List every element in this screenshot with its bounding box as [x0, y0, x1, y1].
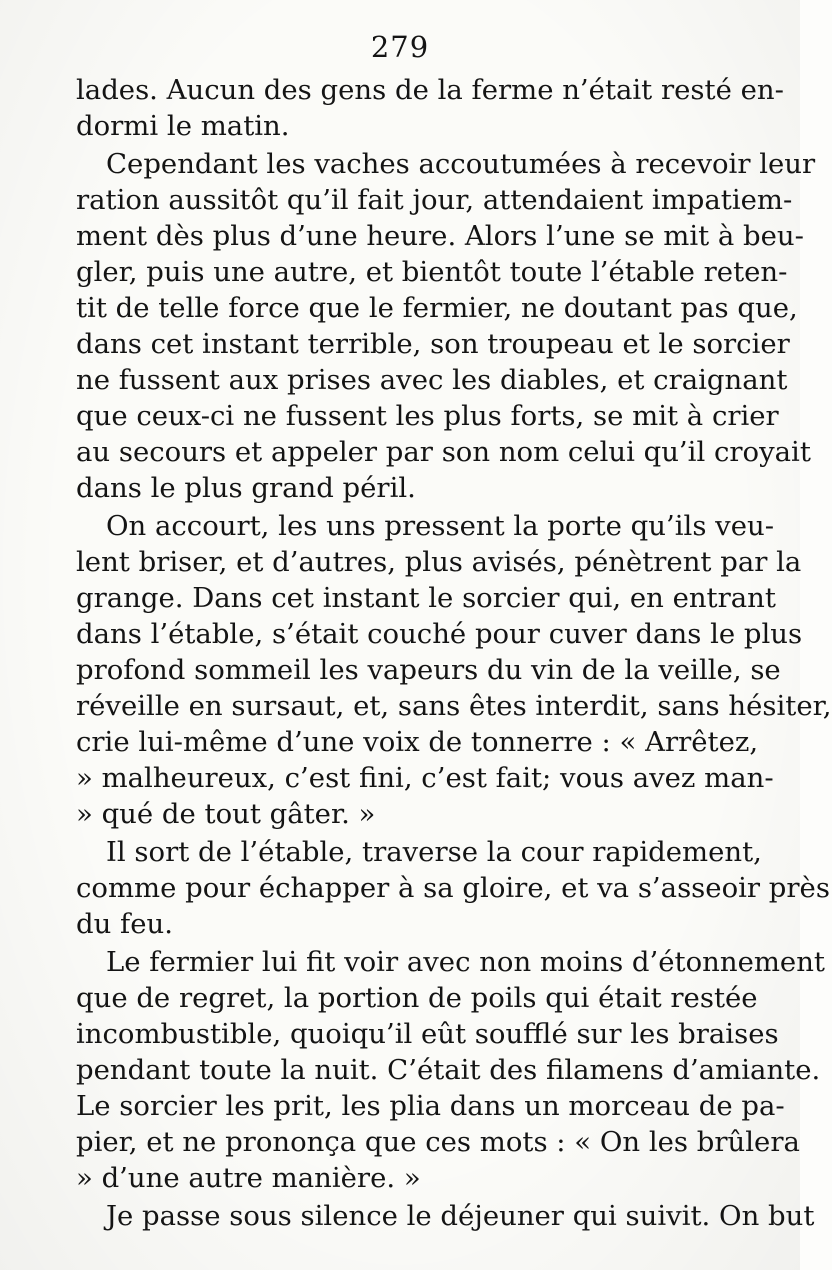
page-number: 279	[370, 30, 430, 64]
text-line: dans l’étable, s’était couché pour cuver dans le plus	[76, 618, 803, 650]
text-line: pier, et ne prononça que ces mots : « On les brûlera	[76, 1126, 800, 1158]
text-line: incombustible, quoiqu’il eût soufflé sur les braises	[76, 1018, 779, 1050]
text-line: crie lui-même d’une voix de tonnerre : « Arrêtez,	[76, 726, 759, 758]
text-line: comme pour échapper à sa gloire, et va s’asseoir près	[76, 872, 830, 904]
text-line: dormi le matin.	[76, 110, 290, 142]
text-line: Cependant les vaches accoutumées à recevoir leur	[106, 148, 816, 180]
text-line: On accourt, les uns pressent la porte qu’ils veu-	[106, 510, 774, 542]
text-line: réveille en sursaut, et, sans êtes interdit, sans hésiter,	[76, 690, 832, 722]
text-line: Il sort de l’étable, traverse la cour rapidement,	[106, 836, 762, 868]
text-line: ne fussent aux prises avec les diables, et craignant	[76, 364, 788, 396]
text-line: lent briser, et d’autres, plus avisés, pénètrent par la	[76, 546, 802, 578]
text-line: dans cet instant terrible, son troupeau et le sorcier	[76, 328, 790, 360]
text-line: Je passe sous silence le déjeuner qui suivit. On but	[106, 1200, 815, 1232]
text-line: tit de telle force que le fermier, ne doutant pas que,	[76, 292, 798, 324]
text-line: lades. Aucun des gens de la ferme n’était resté en-	[76, 74, 784, 106]
text-line: dans le plus grand péril.	[76, 472, 416, 504]
text-line: » d’une autre manière. »	[76, 1162, 421, 1194]
text-line: que de regret, la portion de poils qui était restée	[76, 982, 758, 1014]
text-line: ment dès plus d’une heure. Alors l’une se mit à beu-	[76, 220, 804, 252]
text-line: grange. Dans cet instant le sorcier qui, en entrant	[76, 582, 776, 614]
text-line: ration aussitôt qu’il fait jour, attendaient impatiem-	[76, 184, 793, 216]
text-line: » qué de tout gâter. »	[76, 798, 376, 830]
text-line: au secours et appeler par son nom celui qu’il croyait	[76, 436, 811, 468]
text-line: pendant toute la nuit. C’était des filamens d’amiante.	[76, 1054, 821, 1086]
text-line: que ceux-ci ne fussent les plus forts, se mit à crier	[76, 400, 779, 432]
text-line: du feu.	[76, 908, 173, 940]
text-line: gler, puis une autre, et bientôt toute l’étable reten-	[76, 256, 788, 288]
text-line: Le sorcier les prit, les plia dans un morceau de pa-	[76, 1090, 785, 1122]
text-line: profond sommeil les vapeurs du vin de la veille, se	[76, 654, 781, 686]
text-line: » malheureux, c’est fini, c’est fait; vous avez man-	[76, 762, 774, 794]
text-line: Le fermier lui fit voir avec non moins d’étonnement	[106, 946, 825, 978]
